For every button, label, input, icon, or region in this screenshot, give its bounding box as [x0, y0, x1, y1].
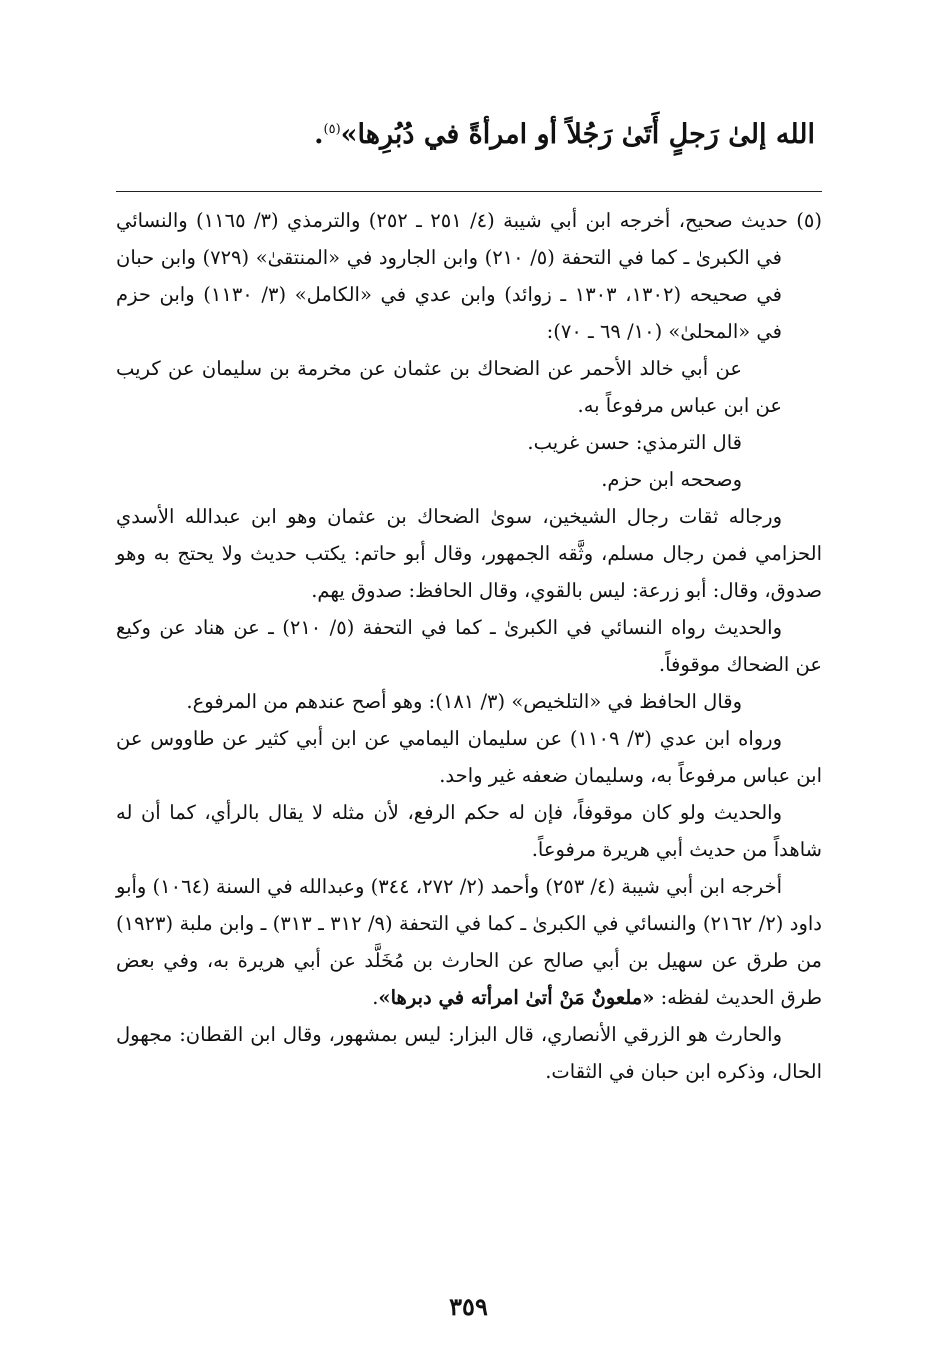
main-text: الله إلىٰ رَجلٍ أَتَىٰ رَجُلاً أو امرأةً في دُبُرِها»: [340, 119, 815, 150]
footnote-paragraph-with-quote: [116, 868, 822, 1016]
footnotes-section: [116, 202, 822, 1090]
footnote-paragraph: وقال الحافظ في «التلخيص» (٣/ ١٨١): وهو أصح عندهم من المرفوع.: [186, 690, 742, 713]
footnote-reference[interactable]: (٥): [323, 122, 341, 137]
paragraph-text: أخرجه ابن أبي شيبة (٤/ ٢٥٣) وأحمد (٢/ ٢٧٢، ٣٤٤) وعبدالله في السنة (١٠٦٤) وأبو داود (٢/ ٢١٦٢) والنسائي في الكبرىٰ ـ كما في التحفة (٩/ ٣١٢ ـ ٣١٣) ـ وابن ملبة (١٩٢٣) من طرق عن سهيل بن أبي صالح عن الحارث بن مُخَلَّد عن أبي هريرة به، وفي بعض طرق الحديث لفظه:: [116, 875, 822, 1009]
footnote-5: [116, 202, 822, 350]
footnote-paragraph: والحديث رواه النسائي في الكبرىٰ ـ كما في التحفة (٥/ ٢١٠) ـ عن هناد عن وكيع عن الضحاك موقوفاً.: [116, 616, 822, 676]
paragraph-end: .: [372, 986, 379, 1009]
footnote-number: (٥): [796, 209, 822, 232]
footnote-paragraph: والحارث هو الزرقي الأنصاري، قال البزار: ليس بمشهور، وقال ابن القطان: مجهول الحال، وذكره ابن حبان في الثقات.: [116, 1023, 822, 1083]
footnote-separator: [116, 191, 822, 192]
main-text-end: .: [314, 119, 324, 150]
main-text-line: [120, 110, 815, 155]
page-number: ٣٥٩: [449, 1292, 488, 1321]
hadith-quote: «ملعونٌ مَنْ أتىٰ امرأته في دبرها»: [378, 986, 655, 1009]
footnote-paragraph: وصححه ابن حزم.: [601, 468, 742, 491]
footnote-5-text: حديث صحيح، أخرجه ابن أبي شيبة (٤/ ٢٥١ ـ ٢٥٢) والترمذي (٣/ ١١٦٥) والنسائي في الكبرىٰ ـ كما في التحفة (٥/ ٢١٠) وابن الجارود في «المنتقىٰ» (٧٢٩) وابن حبان في صحيحه (١٣٠٢، ١٣٠٣ ـ زوائد) وابن عدي في «الكامل» (٣/ ١١٣٠) وابن حزم في «المحلىٰ» (١٠/ ٦٩ ـ ٧٠):: [116, 209, 788, 343]
footnote-paragraph: قال الترمذي: حسن غريب.: [527, 431, 742, 454]
footnote-paragraph: عن أبي خالد الأحمر عن الضحاك بن عثمان عن مخرمة بن سليمان عن كريب عن ابن عباس مرفوعاً به.: [116, 357, 782, 417]
footnote-paragraph: والحديث ولو كان موقوفاً، فإن له حكم الرفع، لأن مثله لا يقال بالرأي، كما أن له شاهداً من حديث أبي هريرة مرفوعاً.: [116, 801, 822, 861]
footnote-paragraph: ورواه ابن عدي (٣/ ١١٠٩) عن سليمان اليمامي عن ابن أبي كثير عن طاووس عن ابن عباس مرفوعاً به، وسليمان ضعفه غير واحد.: [116, 727, 822, 787]
footnote-paragraph: ورجاله ثقات رجال الشيخين، سوىٰ الضحاك بن عثمان وهو ابن عبدالله الأسدي الحزامي فمن رجال مسلم، وثَّقه الجمهور، وقال أبو حاتم: يكتب حديث ولا يحتج به وهو صدوق، وقال: أبو زرعة: ليس بالقوي، وقال الحافظ: صدوق يهم.: [116, 505, 822, 602]
